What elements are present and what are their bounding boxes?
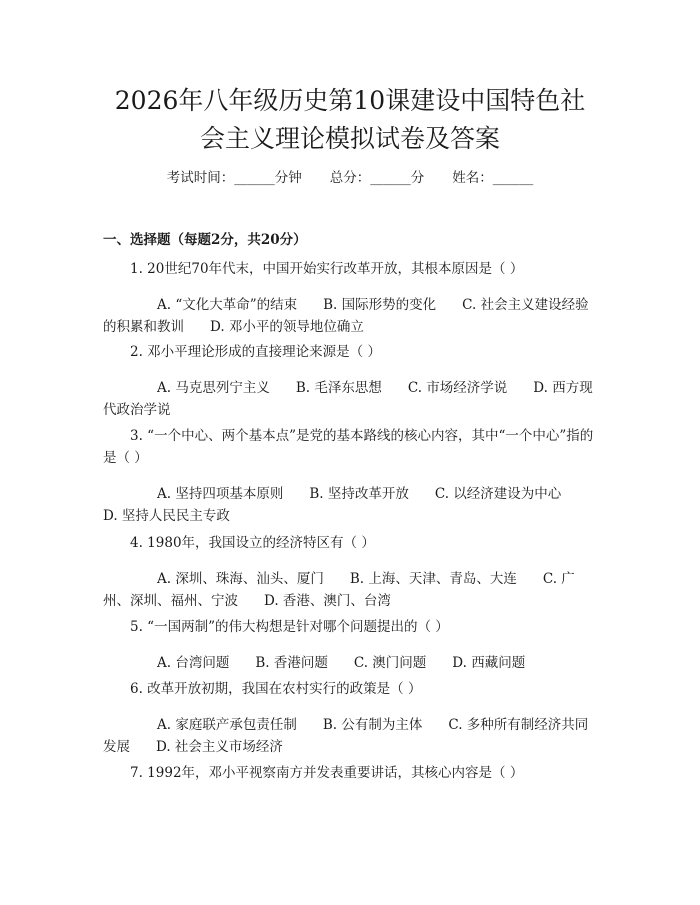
question-4: [103, 532, 600, 612]
option-d: D. 社会主义市场经济: [156, 739, 283, 755]
question-options: [103, 483, 600, 527]
option-a: A. 家庭联产承包责任制: [157, 717, 297, 733]
question-7: [103, 762, 600, 784]
exam-time: 考试时间：______分钟: [166, 170, 302, 186]
option-a: A. 坚持四项基本原则: [157, 486, 284, 502]
question-stem: 2. 邓小平理论形成的直接理论来源是（ ）: [130, 344, 381, 360]
option-a: A. “文化大革命”的结束: [157, 297, 298, 313]
option-c: C. 多种所有制经济共同发展: [103, 717, 589, 755]
question-stem: 4. 1980年，我国设立的经济特区有（ ）: [130, 535, 375, 551]
option-c: C. 市场经济学说: [407, 380, 508, 396]
exam-info: [0, 168, 700, 188]
total-score: 总分：______分: [329, 170, 425, 186]
option-d: D. 西方现代政治学说: [103, 380, 593, 418]
question-5: [103, 616, 600, 674]
option-b: B. 国际形势的变化: [323, 297, 437, 313]
option-b: B. 坚持改革开放: [309, 486, 409, 502]
question-options: [103, 652, 600, 674]
section-heading: 一、选择题（每题2分，共20分）: [103, 232, 307, 248]
option-b: B. 毛泽东思想: [295, 380, 382, 396]
question-stem: 3. “一个中心、两个基本点”是党的基本路线的核心内容，其中“一个中心”指的是（ ）: [103, 428, 594, 466]
page-title: [80, 82, 620, 158]
option-d: D. 香港、澳门、台湾: [264, 593, 391, 609]
question-2: [103, 341, 600, 421]
title-line-1: 2026年八年级历史第10课建设中国特色社: [114, 86, 586, 115]
question-options: [103, 377, 600, 421]
option-c: C. 澳门问题: [353, 655, 427, 671]
question-stem: 5. “一国两制”的伟大构想是针对哪个问题提出的（ ）: [130, 619, 449, 635]
option-a: A. 深圳、珠海、汕头、厦门: [157, 571, 324, 587]
question-6: [103, 678, 600, 758]
question-options: [103, 294, 600, 338]
student-name: 姓名：______: [452, 170, 534, 186]
question-options: [103, 714, 600, 758]
option-d: D. 邓小平的领导地位确立: [210, 319, 364, 335]
option-d: D. 坚持人民民主专政: [103, 508, 230, 524]
option-c: C. 以经济建设为中心: [434, 486, 562, 502]
question-options: [103, 568, 600, 612]
question-1: [103, 258, 600, 338]
option-c: C. 社会主义建设经验的积累和教训: [103, 297, 589, 335]
option-b: B. 香港问题: [255, 655, 328, 671]
option-b: B. 公有制为主体: [322, 717, 423, 733]
option-a: A. 台湾问题: [157, 655, 230, 671]
title-line-2: 会主义理论模拟试卷及答案: [199, 124, 500, 153]
option-d: D. 西藏问题: [452, 655, 526, 671]
option-c: C. 广州、深圳、福州、宁波: [103, 571, 575, 609]
option-b: B. 上海、天津、青岛、大连: [349, 571, 517, 587]
question-stem: 7. 1992年，邓小平视察南方并发表重要讲话，其核心内容是（ ）: [130, 765, 524, 781]
option-a: A. 马克思列宁主义: [157, 380, 270, 396]
question-stem: 6. 改革开放初期，我国在农村实行的政策是（ ）: [130, 681, 422, 697]
question-stem: 1. 20世纪70年代末，中国开始实行改革开放，其根本原因是（ ）: [130, 261, 524, 277]
question-3: [103, 425, 600, 527]
